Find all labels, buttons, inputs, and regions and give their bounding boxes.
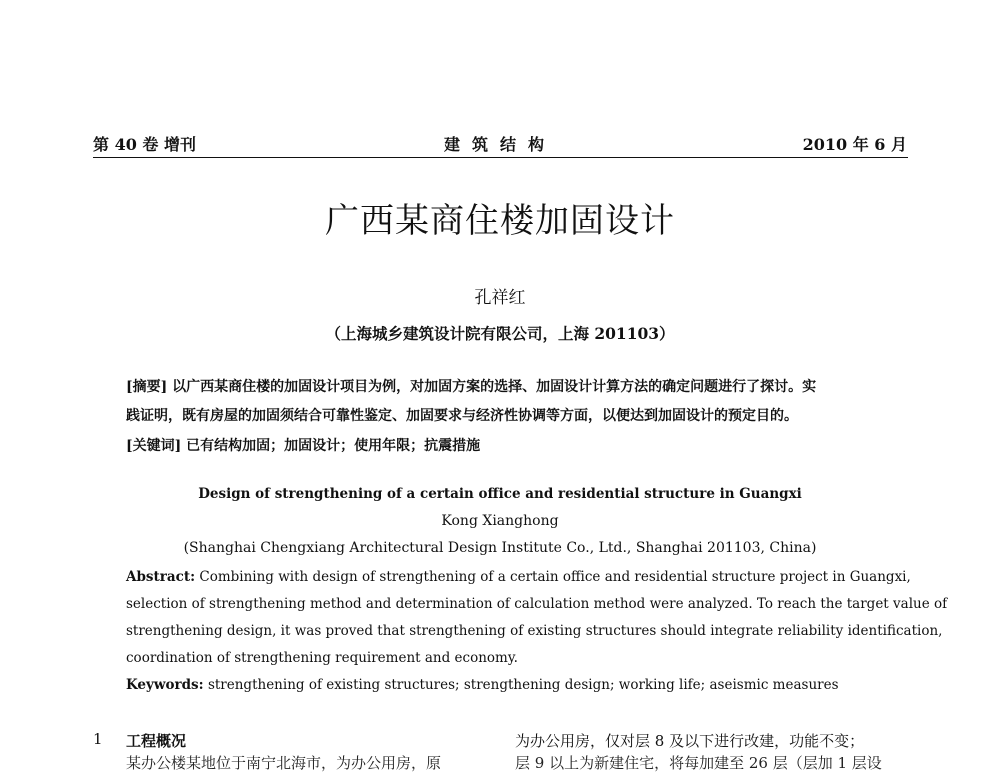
abstract-cn-line-2: 践证明，既有房屋的加固须结合可靠性鉴定、加固要求与经济性协调等方面，以便达到加固设计的预定目的。	[126, 408, 798, 424]
section-title: 工程概况	[126, 732, 187, 750]
header-rule	[93, 157, 908, 158]
keywords-en	[126, 677, 839, 693]
affiliation-en: (Shanghai Chengxiang Architectural Design Institute Co., Ltd., Shanghai 201103, China)	[183, 540, 817, 556]
keywords-en-label: Keywords:	[126, 677, 204, 693]
running-header-volume: 第 40 卷 增刊	[93, 135, 196, 154]
paper-title-cn: 广西某商住楼加固设计	[325, 201, 675, 241]
abstract-en-line-2: selection of strengthening method and determination of calculation method were analyzed. To reach the target value of	[126, 596, 948, 612]
keywords-cn	[126, 435, 480, 455]
abstract-cn-line-1	[126, 376, 816, 396]
paper-title-en: Design of strengthening of a certain office and residential structure in Guangxi	[198, 486, 802, 502]
abstract-cn-label: [摘要]	[126, 379, 168, 395]
keywords-cn-text: 已有结构加固；加固设计；使用年限；抗震措施	[186, 438, 481, 454]
abstract-cn-text-1: 以广西某商住楼的加固设计项目为例，对加固方案的选择、加固设计计算方法的确定问题进行了探讨。实	[172, 379, 817, 395]
body-text-col2-line-1: 为办公用房，仅对层 8 及以下进行改建，功能不变；	[515, 732, 865, 750]
abstract-en-label: Abstract:	[126, 569, 196, 585]
author-en: Kong Xianghong	[441, 513, 559, 529]
body-text-col1-cut: 某办公楼某地位于南宁北海市，为办公用房，原	[126, 754, 442, 772]
abstract-en-line-4: coordination of strengthening requirement and economy.	[126, 650, 518, 666]
keywords-cn-label: [关键词]	[126, 438, 182, 454]
author-cn: 孔祥红	[474, 288, 526, 308]
affiliation-cn: （上海城乡建筑设计院有限公司，上海 201103）	[325, 324, 675, 343]
abstract-en-line-3: strengthening design, it was proved that strengthening of existing structures should integrate reliability identification,	[126, 623, 943, 639]
keywords-en-text: strengthening of existing structures; strengthening design; working life; aseismic measures	[207, 677, 839, 693]
abstract-en-text-1: Combining with design of strengthening of a certain office and residential structure project in Guangxi,	[199, 569, 911, 585]
running-header-journal: 建筑结构	[443, 135, 556, 154]
section-number: 1	[93, 730, 103, 748]
running-header-date: 2010 年 6 月	[802, 135, 907, 154]
abstract-en-line-1	[126, 569, 911, 585]
body-text-col2-cut: 层 9 以上为新建住宅，将每加建至 26 层（层加 1 层设	[515, 754, 882, 772]
